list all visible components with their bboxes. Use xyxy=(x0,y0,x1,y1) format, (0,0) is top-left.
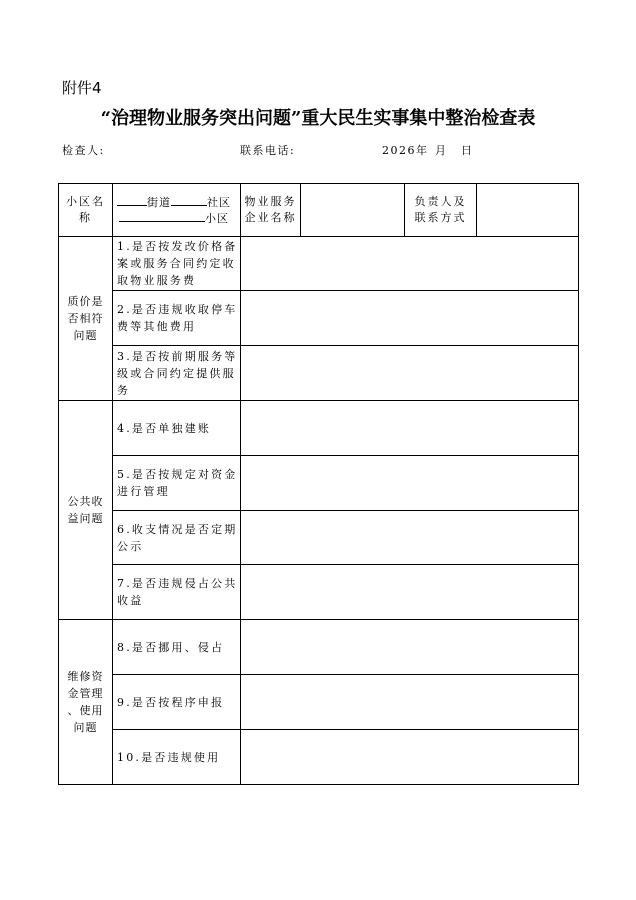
item-text: 公示 xyxy=(117,539,144,553)
section-label: 维修资 xyxy=(67,670,104,683)
street-community-line xyxy=(117,194,240,210)
item-text: 费等其他费用 xyxy=(117,320,197,333)
phone-label: 联系电话: xyxy=(240,144,296,157)
community-address-cell xyxy=(113,184,241,237)
contact-label: 联系方式 xyxy=(414,211,467,224)
contact-label: 负责人及 xyxy=(414,195,467,208)
contact-label-cell xyxy=(405,184,477,237)
community-name-label: 小区名 xyxy=(66,195,105,208)
item-1-cell xyxy=(113,237,241,291)
item-8-cell xyxy=(113,620,241,675)
section-label: 问题 xyxy=(73,329,98,342)
item-text: 3.是否按前期服务等 xyxy=(117,349,238,363)
annex-label: 附件4 xyxy=(62,79,102,97)
section-label: 金管理 xyxy=(67,687,104,700)
company-name-label: 物业服务 xyxy=(244,195,297,208)
item-text: 案或服务合同约定收 xyxy=(117,257,236,270)
item-text: 10.是否违规使用 xyxy=(117,750,221,764)
table-row xyxy=(59,565,579,620)
estate-line xyxy=(117,210,240,226)
item-text: 取物业服务费 xyxy=(117,274,197,287)
street-suffix: 街道 xyxy=(147,196,171,209)
item-text: 9.是否按程序申报 xyxy=(117,695,225,709)
item-1-result-cell xyxy=(241,237,579,291)
item-6-cell xyxy=(113,511,241,565)
item-3-cell xyxy=(113,346,241,401)
company-name-label-cell xyxy=(241,184,301,237)
table-row xyxy=(59,675,579,730)
street-blank xyxy=(117,194,147,206)
item-7-cell xyxy=(113,565,241,620)
item-text: 2.是否违规收取停车 xyxy=(117,303,238,316)
item-5-result-cell xyxy=(241,456,579,511)
table-row xyxy=(59,237,579,291)
estate-suffix: 小区 xyxy=(205,212,229,225)
day-label: 日 xyxy=(461,144,474,157)
table-row xyxy=(59,620,579,675)
item-text: 1.是否按发改价格备 xyxy=(117,240,238,253)
item-text: 6.收支情况是否定期 xyxy=(117,522,238,536)
item-9-result-cell xyxy=(241,675,579,730)
item-text: 8.是否挪用、侵占 xyxy=(117,640,225,654)
year-label: 2026年 xyxy=(382,144,429,157)
section-label: 、使用 xyxy=(67,704,104,717)
section-label: 问题 xyxy=(73,721,98,734)
item-9-cell xyxy=(113,675,241,730)
section-label: 益问题 xyxy=(67,512,104,525)
item-8-result-cell xyxy=(241,620,579,675)
item-text: 5.是否按规定对资金 xyxy=(117,468,238,481)
table-row xyxy=(59,291,579,346)
section-label: 公共收 xyxy=(67,495,104,508)
item-text: 务 xyxy=(117,383,131,397)
item-text: 级或合同约定提供服 xyxy=(117,366,236,380)
item-10-cell xyxy=(113,730,241,785)
item-text: 7.是否违规侵占公共 xyxy=(117,577,238,590)
contact-value-cell xyxy=(477,184,579,237)
item-3-result-cell xyxy=(241,346,579,401)
community-name-label: 称 xyxy=(79,211,92,224)
inspection-table xyxy=(58,183,579,785)
month-label: 月 xyxy=(435,144,448,157)
company-name-value-cell xyxy=(301,184,405,237)
item-text: 4.是否单独建账 xyxy=(117,421,212,435)
item-10-result-cell xyxy=(241,730,579,785)
section-label: 否相符 xyxy=(67,312,104,325)
company-name-label: 企业名称 xyxy=(244,211,297,224)
section-public-income-cell xyxy=(59,401,113,620)
inspector-label: 检查人: xyxy=(62,144,105,157)
item-4-cell xyxy=(113,401,241,456)
community-name-label-cell xyxy=(59,184,113,237)
section-maintenance-fund-cell xyxy=(59,620,113,785)
table-header-row xyxy=(59,184,579,237)
item-4-result-cell xyxy=(241,401,579,456)
table-row xyxy=(59,730,579,785)
table-row xyxy=(59,401,579,456)
section-label: 质价是 xyxy=(67,295,104,308)
estate-blank xyxy=(119,210,205,222)
item-2-result-cell xyxy=(241,291,579,346)
item-5-cell xyxy=(113,456,241,511)
table-row xyxy=(59,456,579,511)
community-blank xyxy=(171,194,207,206)
item-text: 收益 xyxy=(117,594,144,607)
document-title: “治理物业服务突出问题”重大民生实事集中整治检查表 xyxy=(100,108,536,129)
community-suffix: 社区 xyxy=(207,196,231,209)
item-text: 进行管理 xyxy=(117,485,170,498)
item-6-result-cell xyxy=(241,511,579,565)
section-price-quality-cell xyxy=(59,237,113,401)
table-row xyxy=(59,511,579,565)
table-row xyxy=(59,346,579,401)
item-2-cell xyxy=(113,291,241,346)
item-7-result-cell xyxy=(241,565,579,620)
